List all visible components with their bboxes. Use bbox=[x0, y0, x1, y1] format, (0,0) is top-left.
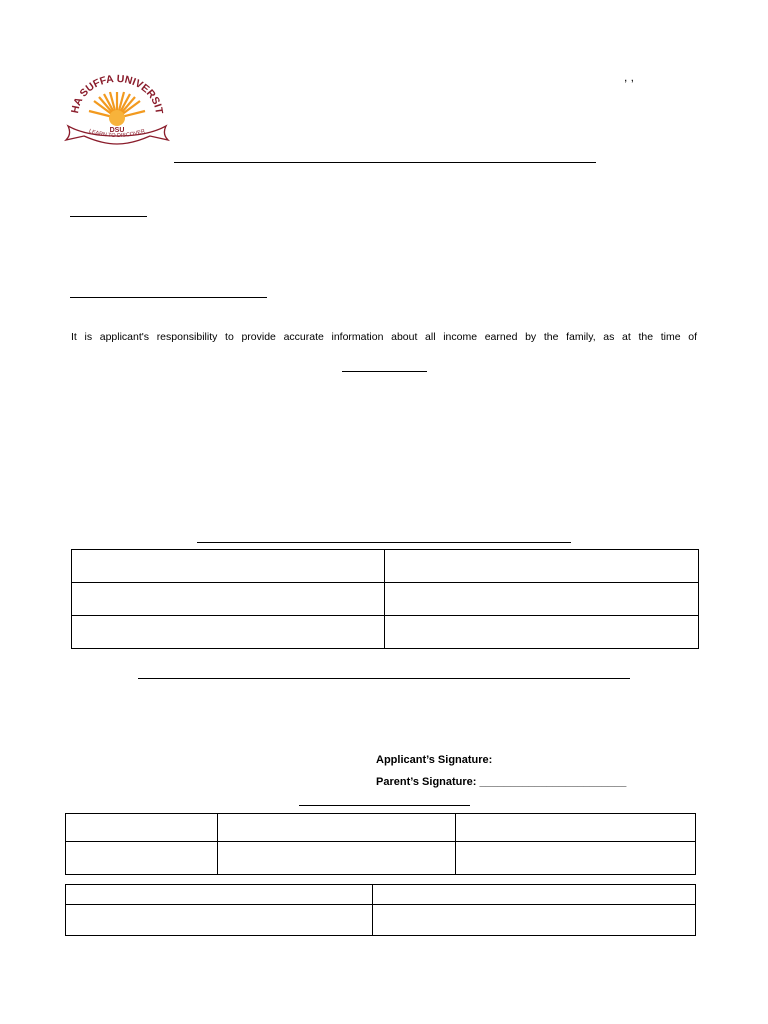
parent-signature-line bbox=[376, 776, 626, 788]
logo-abbr: DSU bbox=[109, 127, 125, 134]
family-info-table bbox=[71, 549, 699, 649]
section-underline-2 bbox=[70, 297, 267, 298]
table-row bbox=[72, 616, 699, 649]
table-row bbox=[72, 583, 699, 616]
table-cell[interactable] bbox=[66, 814, 218, 842]
declaration-underline bbox=[138, 678, 630, 679]
parent-signature-blank[interactable]: ________________________ bbox=[479, 776, 627, 788]
table-cell[interactable] bbox=[385, 550, 699, 583]
table-cell[interactable] bbox=[218, 814, 456, 842]
title-underline bbox=[174, 162, 596, 163]
table-row bbox=[66, 905, 696, 936]
table-cell[interactable] bbox=[218, 842, 456, 875]
responsibility-paragraph: It is applicant's responsibility to provide accurate information about all income earned by the family, as at the time of bbox=[71, 331, 697, 343]
table-cell[interactable] bbox=[72, 550, 385, 583]
table-cell[interactable] bbox=[66, 842, 218, 875]
table-1-heading-underline bbox=[197, 542, 571, 543]
table-cell[interactable] bbox=[66, 885, 373, 905]
table-cell[interactable] bbox=[456, 814, 696, 842]
parent-signature-label: Parent’s Signature: bbox=[376, 776, 477, 788]
applicant-signature-label: Applicant’s Signature: bbox=[376, 754, 493, 766]
table-row bbox=[66, 842, 696, 875]
table-cell[interactable] bbox=[373, 905, 696, 936]
table-row bbox=[72, 550, 699, 583]
table-cell[interactable] bbox=[385, 616, 699, 649]
table-row bbox=[66, 814, 696, 842]
table-row bbox=[66, 885, 696, 905]
table-cell[interactable] bbox=[66, 905, 373, 936]
office-use-underline bbox=[299, 805, 470, 806]
table-cell[interactable] bbox=[373, 885, 696, 905]
table-cell[interactable] bbox=[456, 842, 696, 875]
corner-marks: , , bbox=[624, 70, 635, 84]
section-underline-1 bbox=[70, 216, 147, 217]
logo-motto: LEARN TO DISCOVER bbox=[88, 128, 146, 140]
logo-university-name: HA SUFFA UNIVERSIT bbox=[69, 74, 166, 115]
table-cell[interactable] bbox=[72, 616, 385, 649]
section-underline-3 bbox=[342, 371, 427, 372]
university-logo bbox=[62, 74, 172, 146]
office-use-table-2 bbox=[65, 884, 696, 936]
office-use-table-1 bbox=[65, 813, 696, 875]
table-cell[interactable] bbox=[72, 583, 385, 616]
table-cell[interactable] bbox=[385, 583, 699, 616]
